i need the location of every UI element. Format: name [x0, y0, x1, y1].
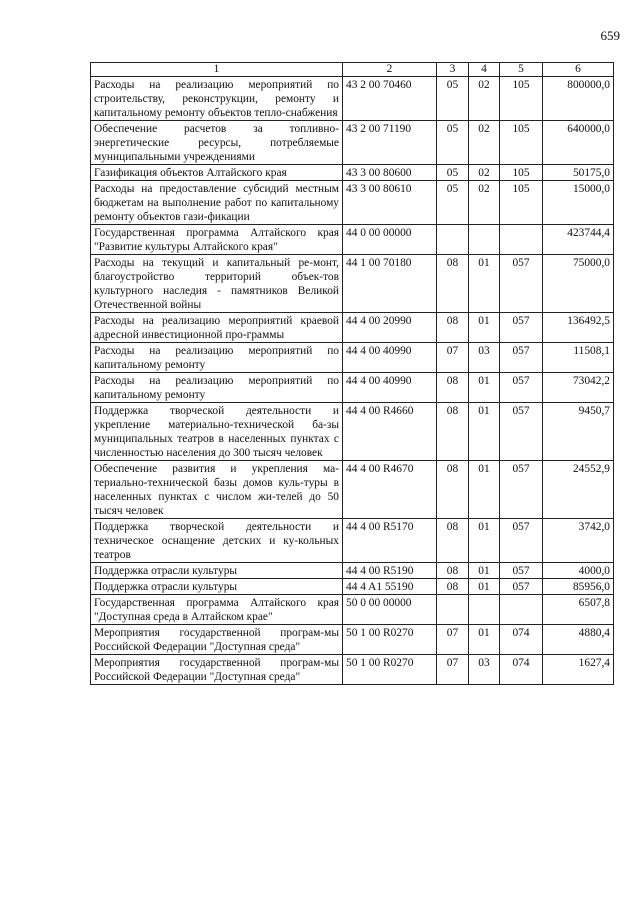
row-razdel-cell: 08 [437, 255, 469, 313]
row-name-cell: Обеспечение расчетов за топливно-энергетические ресурсы, потребляемые муниципальными учреждениями [91, 121, 343, 165]
row-sum-cell: 85956,0 [543, 579, 614, 595]
column-header: 6 [543, 63, 614, 77]
table-row [91, 343, 614, 373]
row-name-cell: Мероприятия государственной програм-мы Российской Федерации "Доступная среда" [91, 625, 343, 655]
row-razdel-cell: 05 [437, 165, 469, 181]
row-podrazdel-cell: 02 [469, 77, 500, 121]
row-code-cell: 44 0 00 00000 [343, 225, 437, 255]
row-razdel-cell: 08 [437, 403, 469, 461]
row-sum-cell: 1627,4 [543, 655, 614, 685]
row-sum-cell: 800000,0 [543, 77, 614, 121]
row-podrazdel-cell [469, 225, 500, 255]
row-razdel-cell: 07 [437, 655, 469, 685]
table-row [91, 121, 614, 165]
row-code-cell: 44 1 00 70180 [343, 255, 437, 313]
row-code-cell: 43 2 00 70460 [343, 77, 437, 121]
table-row [91, 165, 614, 181]
row-sum-cell: 15000,0 [543, 181, 614, 225]
row-sum-cell: 4880,4 [543, 625, 614, 655]
row-podrazdel-cell: 01 [469, 373, 500, 403]
row-vid-cell: 074 [500, 625, 543, 655]
row-razdel-cell: 08 [437, 579, 469, 595]
row-razdel-cell: 08 [437, 519, 469, 563]
row-sum-cell: 3742,0 [543, 519, 614, 563]
row-sum-cell: 4000,0 [543, 563, 614, 579]
row-code-cell: 44 4 00 R4660 [343, 403, 437, 461]
row-vid-cell [500, 225, 543, 255]
row-code-cell: 43 3 00 80600 [343, 165, 437, 181]
table-header-row [91, 63, 614, 77]
row-code-cell: 43 3 00 80610 [343, 181, 437, 225]
row-razdel-cell: 08 [437, 563, 469, 579]
row-razdel-cell: 08 [437, 461, 469, 519]
row-name-cell: Расходы на реализацию мероприятий по строительству, реконструкции, ремонту и капитальному ремонту объектов тепло-снабжения [91, 77, 343, 121]
row-podrazdel-cell: 01 [469, 313, 500, 343]
row-name-cell: Поддержка отрасли культуры [91, 579, 343, 595]
column-header: 2 [343, 63, 437, 77]
table-row [91, 625, 614, 655]
row-podrazdel-cell: 01 [469, 579, 500, 595]
row-vid-cell: 057 [500, 519, 543, 563]
table-row [91, 255, 614, 313]
row-code-cell: 44 4 00 40990 [343, 343, 437, 373]
row-sum-cell: 640000,0 [543, 121, 614, 165]
row-vid-cell: 105 [500, 77, 543, 121]
row-podrazdel-cell [469, 595, 500, 625]
row-razdel-cell [437, 225, 469, 255]
row-name-cell: Поддержка творческой деятельности и укрепление материально-технической ба-зы муниципальных театров в населенных пунктах с численностью населения до 300 тысяч человек [91, 403, 343, 461]
row-sum-cell: 73042,2 [543, 373, 614, 403]
table-row [91, 461, 614, 519]
row-name-cell: Расходы на реализацию мероприятий краевой адресной инвестиционной про-граммы [91, 313, 343, 343]
row-razdel-cell: 08 [437, 373, 469, 403]
row-name-cell: Государственная программа Алтайского края "Развитие культуры Алтайского края" [91, 225, 343, 255]
row-sum-cell: 136492,5 [543, 313, 614, 343]
row-sum-cell: 6507,8 [543, 595, 614, 625]
row-code-cell: 44 4 00 R5170 [343, 519, 437, 563]
row-razdel-cell: 05 [437, 77, 469, 121]
row-code-cell: 43 2 00 71190 [343, 121, 437, 165]
row-code-cell: 44 4 A1 55190 [343, 579, 437, 595]
row-sum-cell: 24552,9 [543, 461, 614, 519]
column-header: 5 [500, 63, 543, 77]
row-vid-cell: 057 [500, 563, 543, 579]
row-podrazdel-cell: 01 [469, 519, 500, 563]
row-vid-cell: 057 [500, 373, 543, 403]
row-code-cell: 44 4 00 20990 [343, 313, 437, 343]
row-vid-cell: 057 [500, 461, 543, 519]
table-row [91, 655, 614, 685]
page-number: 659 [600, 28, 620, 43]
column-header: 4 [469, 63, 500, 77]
row-sum-cell: 75000,0 [543, 255, 614, 313]
row-vid-cell: 057 [500, 255, 543, 313]
row-name-cell: Поддержка творческой деятельности и техническое оснащение детских и ку-кольных театров [91, 519, 343, 563]
row-name-cell: Расходы на текущий и капитальный ре-монт, благоустройство территорий объек-тов культурного наследия - памятников Великой Отечественной войны [91, 255, 343, 313]
row-sum-cell: 11508,1 [543, 343, 614, 373]
column-header: 1 [91, 63, 343, 77]
row-razdel-cell: 08 [437, 313, 469, 343]
row-podrazdel-cell: 01 [469, 403, 500, 461]
row-sum-cell: 50175,0 [543, 165, 614, 181]
row-podrazdel-cell: 01 [469, 563, 500, 579]
table-row [91, 181, 614, 225]
row-sum-cell: 423744,4 [543, 225, 614, 255]
table-row [91, 313, 614, 343]
row-name-cell: Поддержка отрасли культуры [91, 563, 343, 579]
row-razdel-cell [437, 595, 469, 625]
row-name-cell: Мероприятия государственной програм-мы Российской Федерации "Доступная среда" [91, 655, 343, 685]
row-name-cell: Государственная программа Алтайского края "Доступная среда в Алтайском крае" [91, 595, 343, 625]
table-row [91, 77, 614, 121]
row-razdel-cell: 05 [437, 121, 469, 165]
row-code-cell: 44 4 00 R5190 [343, 563, 437, 579]
row-podrazdel-cell: 02 [469, 181, 500, 225]
row-vid-cell [500, 595, 543, 625]
row-code-cell: 44 4 00 40990 [343, 373, 437, 403]
row-podrazdel-cell: 02 [469, 121, 500, 165]
row-podrazdel-cell: 03 [469, 655, 500, 685]
row-sum-cell: 9450,7 [543, 403, 614, 461]
row-code-cell: 44 4 00 R4670 [343, 461, 437, 519]
table-row [91, 595, 614, 625]
row-vid-cell: 057 [500, 313, 543, 343]
row-podrazdel-cell: 01 [469, 625, 500, 655]
row-razdel-cell: 05 [437, 181, 469, 225]
row-razdel-cell: 07 [437, 625, 469, 655]
table-row [91, 373, 614, 403]
row-vid-cell: 105 [500, 181, 543, 225]
row-code-cell: 50 1 00 R0270 [343, 655, 437, 685]
row-name-cell: Газификация объектов Алтайского края [91, 165, 343, 181]
row-podrazdel-cell: 01 [469, 461, 500, 519]
column-header: 3 [437, 63, 469, 77]
row-code-cell: 50 0 00 00000 [343, 595, 437, 625]
table-row [91, 403, 614, 461]
row-vid-cell: 105 [500, 121, 543, 165]
table-row [91, 225, 614, 255]
table-row [91, 519, 614, 563]
row-vid-cell: 057 [500, 579, 543, 595]
row-vid-cell: 057 [500, 343, 543, 373]
row-podrazdel-cell: 03 [469, 343, 500, 373]
row-vid-cell: 105 [500, 165, 543, 181]
row-name-cell: Расходы на реализацию мероприятий по капитальному ремонту [91, 373, 343, 403]
table-row [91, 563, 614, 579]
row-name-cell: Обеспечение развития и укрепления ма-териально-технической базы домов куль-туры в населенных пунктах с числом жи-телей до 50 тысяч человек [91, 461, 343, 519]
row-name-cell: Расходы на реализацию мероприятий по капитальному ремонту [91, 343, 343, 373]
row-podrazdel-cell: 02 [469, 165, 500, 181]
row-name-cell: Расходы на предоставление субсидий местным бюджетам на выполнение работ по капитальному ремонту объектов гази-фикации [91, 181, 343, 225]
table-row [91, 579, 614, 595]
row-vid-cell: 074 [500, 655, 543, 685]
row-code-cell: 50 1 00 R0270 [343, 625, 437, 655]
budget-table [90, 62, 614, 685]
row-vid-cell: 057 [500, 403, 543, 461]
row-razdel-cell: 07 [437, 343, 469, 373]
row-podrazdel-cell: 01 [469, 255, 500, 313]
